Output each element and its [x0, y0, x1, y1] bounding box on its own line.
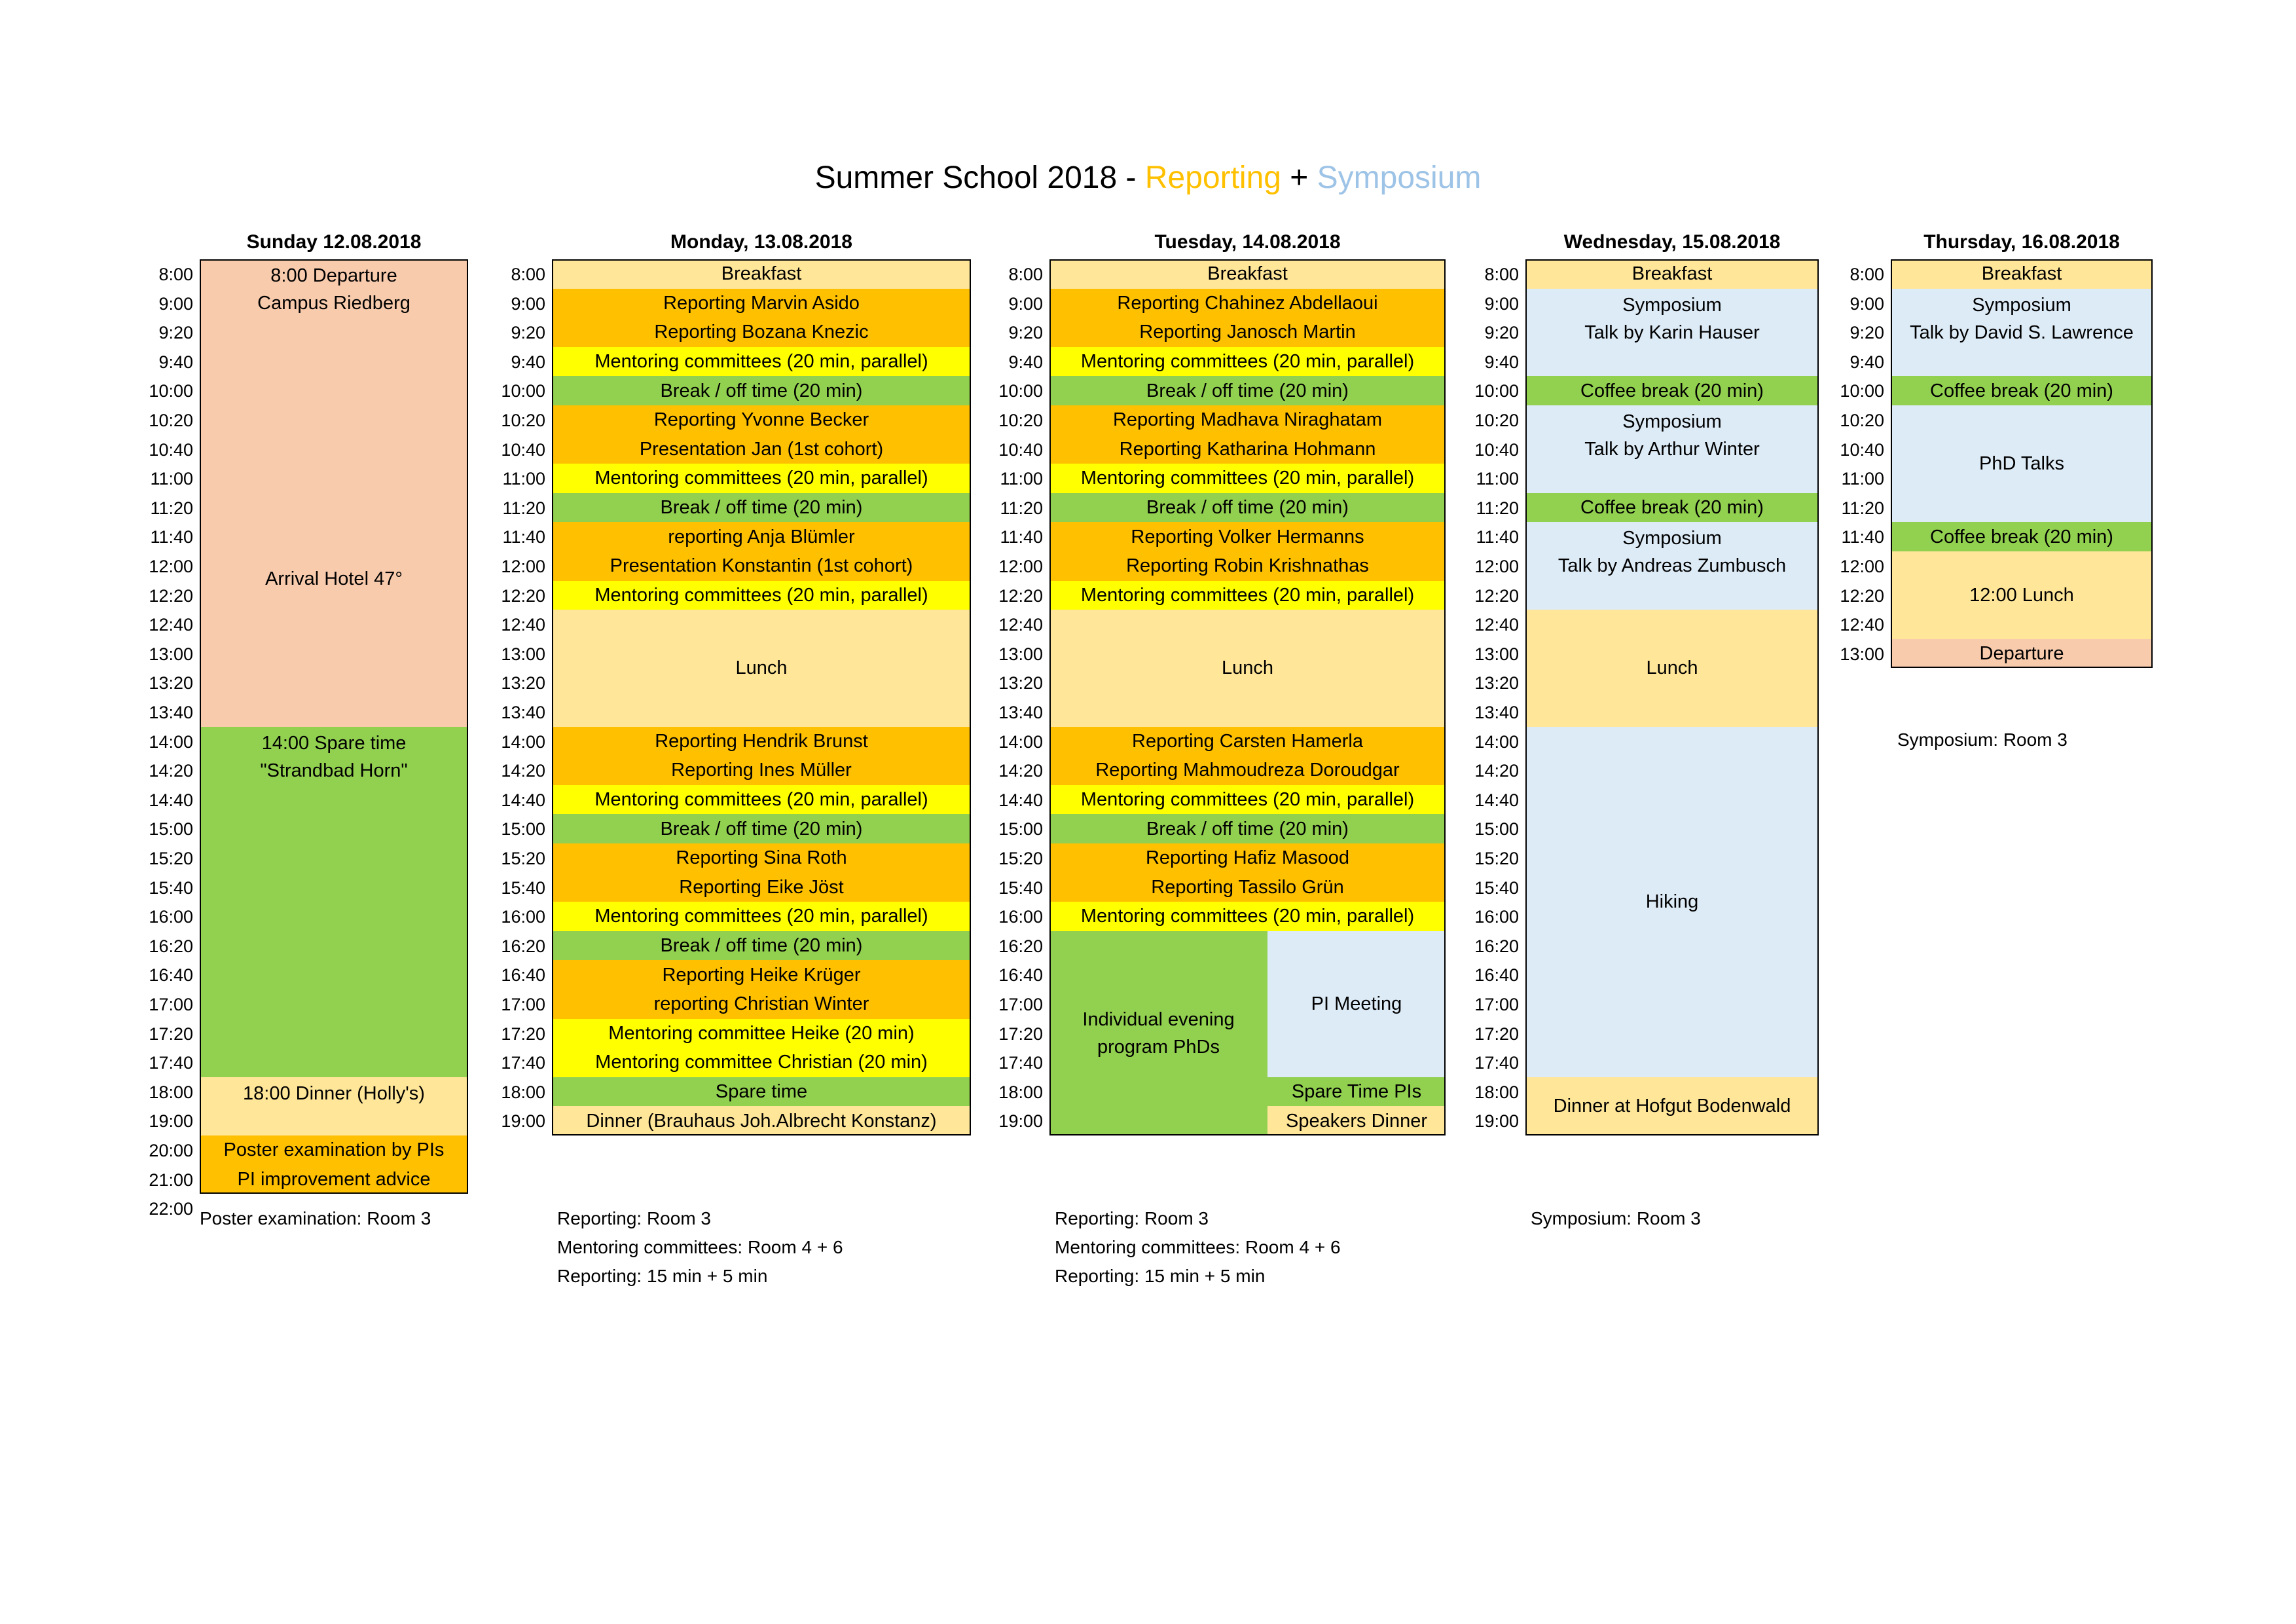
event-text: Symposium	[1622, 294, 1722, 316]
time-label: 14:20	[149, 761, 193, 781]
event-text: Breakfast	[1207, 263, 1288, 285]
day-header: Tuesday, 14.08.2018	[1154, 231, 1341, 253]
day-border	[552, 259, 971, 1135]
event-text: Dinner (Brauhaus Joh.Albrecht Konstanz)	[586, 1110, 937, 1132]
time-label: 16:00	[149, 907, 193, 927]
time-label: 11:00	[150, 469, 193, 489]
time-label: 15:40	[149, 877, 193, 898]
event-text: Reporting Katharina Hohmann	[1119, 438, 1376, 460]
time-label: 8:00	[511, 265, 545, 284]
time-label: 13:00	[501, 644, 545, 664]
time-label: 17:20	[1474, 1024, 1519, 1044]
time-label: 13:00	[1840, 644, 1884, 664]
time-label: 17:20	[149, 1024, 193, 1044]
time-label: 18:00	[149, 1082, 193, 1102]
time-label: 14:20	[501, 761, 545, 781]
time-label: 15:00	[149, 819, 193, 840]
time-label: 13:40	[998, 703, 1043, 722]
event-text: Poster examination by PIs	[223, 1139, 445, 1161]
event-text: Lunch	[1646, 657, 1698, 679]
time-label: 9:00	[1850, 293, 1884, 314]
time-label: 17:20	[998, 1024, 1043, 1044]
time-label: 13:20	[998, 673, 1043, 693]
title-symposium: Symposium	[1317, 160, 1482, 195]
time-label: 16:20	[1474, 936, 1519, 956]
event-text: Reporting Ines Müller	[671, 760, 852, 781]
event-text: Talk by David S. Lawrence	[1910, 322, 2134, 343]
event-text: Mentoring committees (20 min, parallel)	[1080, 584, 1415, 606]
event-text: program PhDs	[1097, 1036, 1220, 1058]
time-label: 12:20	[1474, 585, 1519, 606]
event-text: Coffee break (20 min)	[1580, 380, 1764, 401]
time-label: 17:40	[998, 1053, 1043, 1073]
time-label: 10:20	[501, 411, 545, 430]
event-text: 18:00 Dinner (Holly's)	[243, 1082, 425, 1104]
time-label: 20:00	[149, 1141, 193, 1160]
event-text: Break / off time (20 min)	[1146, 380, 1349, 401]
time-label: 13:40	[1474, 703, 1519, 722]
event-text: "Strandbad Horn"	[260, 760, 408, 781]
time-label: 9:20	[1850, 323, 1884, 343]
event-text: Individual evening	[1082, 1008, 1235, 1030]
event-text: Break / off time (20 min)	[660, 818, 863, 840]
time-label: 16:40	[1474, 965, 1519, 986]
time-label: 12:40	[998, 615, 1043, 635]
event-text: Reporting Volker Hermanns	[1131, 526, 1364, 547]
event-text: Lunch	[1221, 657, 1273, 679]
room-note: Symposium: Room 3	[1897, 729, 2068, 750]
time-label: 11:00	[1476, 469, 1519, 489]
time-label: 15:40	[1474, 877, 1519, 898]
title-plus: +	[1281, 160, 1317, 195]
event-text: Reporting Mahmoudreza Doroudgar	[1095, 760, 1400, 781]
event-text: Hiking	[1645, 891, 1699, 913]
time-label: 16:00	[1474, 907, 1519, 927]
event-text: Reporting Sina Roth	[676, 847, 847, 869]
time-label: 10:00	[501, 381, 545, 401]
time-label: 10:40	[149, 439, 193, 460]
event-text: Reporting Carsten Hamerla	[1132, 730, 1363, 752]
time-label: 14:40	[1474, 790, 1519, 810]
time-label: 9:40	[1484, 352, 1519, 372]
event-text: Speakers Dinner	[1286, 1110, 1427, 1132]
day-header: Thursday, 16.08.2018	[1923, 231, 2120, 253]
time-label: 14:20	[1474, 761, 1519, 781]
event-text: Campus Riedberg	[257, 293, 410, 314]
time-label: 15:20	[501, 849, 545, 868]
event-text: Arrival Hotel 47°	[265, 568, 403, 589]
time-label: 17:20	[501, 1024, 545, 1044]
time-label: 11:20	[1476, 498, 1519, 518]
time-label: 18:00	[1474, 1082, 1519, 1102]
event-text: Reporting Hendrik Brunst	[655, 730, 868, 752]
time-label: 11:40	[150, 527, 193, 547]
time-label: 12:00	[149, 557, 193, 576]
time-label: 10:20	[149, 411, 193, 430]
event-text: Coffee break (20 min)	[1930, 380, 2113, 401]
page-title	[0, 158, 2296, 198]
time-label: 11:40	[1000, 527, 1043, 547]
event-text: Talk by Karin Hauser	[1584, 322, 1760, 343]
event-text: Break / off time (20 min)	[660, 497, 863, 519]
time-label: 11:40	[502, 527, 545, 547]
event-text: Spare Time PIs	[1291, 1081, 1422, 1103]
time-label: 10:00	[1474, 381, 1519, 401]
event-text: Presentation Konstantin (1st cohort)	[610, 555, 913, 577]
day-header: Wednesday, 15.08.2018	[1563, 231, 1781, 253]
time-label: 10:40	[998, 439, 1043, 460]
room-note: Reporting: Room 3	[1055, 1208, 1209, 1229]
event-text: Breakfast	[1631, 263, 1713, 285]
time-label: 13:40	[149, 703, 193, 722]
event-text: Break / off time (20 min)	[1146, 818, 1349, 840]
time-label: 15:20	[149, 849, 193, 868]
day-border	[1525, 259, 1819, 1135]
time-label: 8:00	[1484, 265, 1519, 284]
time-label: 15:00	[1474, 819, 1519, 840]
time-label: 16:20	[501, 936, 545, 956]
event-text: reporting Anja Blümler	[668, 526, 855, 547]
event-text: Break / off time (20 min)	[660, 935, 863, 957]
time-label: 13:40	[501, 703, 545, 722]
time-label: 9:00	[1008, 293, 1043, 314]
time-label: 15:20	[998, 849, 1043, 868]
time-label: 12:00	[1474, 557, 1519, 576]
time-label: 10:20	[1840, 411, 1884, 430]
time-label: 15:40	[998, 877, 1043, 898]
time-label: 9:20	[1008, 323, 1043, 343]
event-text: Mentoring committees (20 min, parallel)	[1080, 468, 1415, 489]
time-label: 11:20	[150, 498, 193, 518]
day-border	[1891, 259, 2153, 668]
time-label: 9:20	[1484, 323, 1519, 343]
time-label: 13:00	[149, 644, 193, 664]
time-label: 15:40	[501, 877, 545, 898]
event-text: Talk by Arthur Winter	[1584, 439, 1760, 460]
room-note: Reporting: Room 3	[557, 1208, 712, 1229]
event-text: Mentoring committees (20 min, parallel)	[594, 468, 928, 489]
time-label: 8:00	[1008, 265, 1043, 284]
time-label: 19:00	[998, 1111, 1043, 1132]
time-label: 13:00	[1474, 644, 1519, 664]
time-label: 10:40	[501, 439, 545, 460]
time-label: 13:20	[501, 673, 545, 693]
time-label: 11:00	[502, 469, 545, 489]
time-label: 12:40	[149, 615, 193, 635]
event-text: Symposium	[1622, 411, 1722, 432]
time-label: 12:40	[501, 615, 545, 635]
time-label: 11:40	[1476, 527, 1519, 547]
event-text: Reporting Robin Krishnathas	[1126, 555, 1369, 577]
time-label: 17:00	[149, 995, 193, 1014]
title-main: Summer School 2018 -	[814, 160, 1145, 195]
time-label: 15:00	[998, 819, 1043, 840]
event-text: Reporting Tassilo Grün	[1151, 876, 1344, 898]
time-label: 10:00	[998, 381, 1043, 401]
event-text: Symposium	[1972, 294, 2071, 316]
time-label: 11:00	[1841, 469, 1884, 489]
time-label: 14:00	[1474, 731, 1519, 752]
time-label: 16:00	[998, 907, 1043, 927]
time-label: 19:00	[1474, 1111, 1519, 1132]
time-label: 16:40	[149, 965, 193, 986]
event-text: Reporting Chahinez Abdellaoui	[1117, 292, 1378, 314]
day-header: Sunday 12.08.2018	[246, 231, 422, 253]
title-reporting: Reporting	[1144, 160, 1281, 195]
time-label: 12:20	[501, 585, 545, 606]
time-label: 22:00	[149, 1199, 193, 1219]
time-label: 11:20	[502, 498, 545, 518]
time-label: 12:20	[149, 585, 193, 606]
event-text: Break / off time (20 min)	[660, 380, 863, 401]
time-label: 10:00	[1840, 381, 1884, 401]
day-header: Monday, 13.08.2018	[670, 231, 852, 253]
time-label: 9:00	[1484, 293, 1519, 314]
time-label: 10:00	[149, 381, 193, 401]
time-label: 16:20	[149, 936, 193, 956]
time-label: 16:40	[998, 965, 1043, 986]
time-label: 18:00	[501, 1082, 545, 1102]
time-label: 14:00	[998, 731, 1043, 752]
room-note: Reporting: 15 min + 5 min	[557, 1266, 768, 1287]
time-label: 19:00	[149, 1111, 193, 1132]
time-label: 12:00	[998, 557, 1043, 576]
time-label: 10:20	[1474, 411, 1519, 430]
event-text: 14:00 Spare time	[261, 732, 407, 754]
time-label: 12:00	[501, 557, 545, 576]
time-label: 9:40	[1008, 352, 1043, 372]
event-text: reporting Christian Winter	[653, 993, 869, 1015]
event-text: Spare time	[715, 1081, 808, 1103]
event-text: Breakfast	[721, 263, 802, 285]
time-label: 11:20	[1841, 498, 1884, 518]
event-text: Departure	[1979, 643, 2064, 665]
time-label: 9:20	[511, 323, 545, 343]
time-label: 11:00	[1000, 469, 1043, 489]
event-text: Talk by Andreas Zumbusch	[1558, 555, 1787, 577]
time-label: 13:20	[1474, 673, 1519, 693]
time-label: 9:40	[158, 352, 193, 372]
time-label: 9:40	[1850, 352, 1884, 372]
time-label: 8:00	[1850, 265, 1884, 284]
time-label: 16:20	[998, 936, 1043, 956]
event-text: Reporting Bozana Knezic	[654, 322, 869, 343]
time-label: 10:40	[1840, 439, 1884, 460]
event-text: Mentoring committee Heike (20 min)	[608, 1022, 915, 1044]
event-text: Mentoring committee Christian (20 min)	[595, 1052, 928, 1073]
time-label: 14:20	[998, 761, 1043, 781]
time-label: 17:40	[501, 1053, 545, 1073]
time-label: 17:00	[1474, 995, 1519, 1014]
event-text: Breakfast	[1981, 263, 2062, 285]
event-text: Reporting Eike Jöst	[679, 876, 844, 898]
time-label: 13:00	[998, 644, 1043, 664]
time-label: 16:40	[501, 965, 545, 986]
time-label: 9:00	[158, 293, 193, 314]
event-text: Mentoring committees (20 min, parallel)	[1080, 789, 1415, 811]
event-text: Presentation Jan (1st cohort)	[639, 438, 884, 460]
event-text: Reporting Marvin Asido	[663, 292, 860, 314]
room-note: Poster examination: Room 3	[200, 1208, 431, 1229]
event-text: Break / off time (20 min)	[1146, 497, 1349, 519]
event-text: Mentoring committees (20 min, parallel)	[594, 584, 928, 606]
event-text: Mentoring committees (20 min, parallel)	[1080, 906, 1415, 927]
time-label: 12:20	[998, 585, 1043, 606]
time-label: 11:20	[1000, 498, 1043, 518]
time-label: 10:40	[1474, 439, 1519, 460]
event-text: 12:00 Lunch	[1969, 584, 2074, 606]
time-label: 21:00	[149, 1170, 193, 1190]
room-note: Mentoring committees: Room 4 + 6	[1055, 1237, 1341, 1258]
time-label: 12:40	[1474, 615, 1519, 635]
event-text: Coffee break (20 min)	[1580, 497, 1764, 519]
time-label: 14:00	[149, 731, 193, 752]
time-label: 14:40	[501, 790, 545, 810]
event-text: 8:00 Departure	[270, 265, 397, 286]
event-text: PhD Talks	[1978, 453, 2065, 475]
time-label: 12:20	[1840, 585, 1884, 606]
event-text: Mentoring committees (20 min, parallel)	[594, 906, 928, 927]
event-text: Coffee break (20 min)	[1930, 526, 2113, 547]
time-label: 17:00	[998, 995, 1043, 1014]
event-text: PI improvement advice	[237, 1168, 431, 1190]
time-label: 16:00	[501, 907, 545, 927]
event-text: Mentoring committees (20 min, parallel)	[594, 789, 928, 811]
event-text: Reporting Yvonne Becker	[653, 409, 869, 431]
time-label: 14:40	[998, 790, 1043, 810]
day-border	[200, 259, 468, 1194]
event-text: Mentoring committees (20 min, parallel)	[1080, 351, 1415, 373]
time-label: 15:20	[1474, 849, 1519, 868]
time-label: 19:00	[501, 1111, 545, 1132]
time-label: 10:20	[998, 411, 1043, 430]
time-label: 14:00	[501, 731, 545, 752]
event-text: Lunch	[735, 657, 788, 679]
time-label: 13:20	[149, 673, 193, 693]
time-label: 12:40	[1840, 615, 1884, 635]
event-text: PI Meeting	[1311, 993, 1402, 1015]
day-border	[1049, 259, 1446, 1135]
room-note: Symposium: Room 3	[1531, 1208, 1701, 1229]
time-label: 9:40	[511, 352, 545, 372]
time-label: 12:00	[1840, 557, 1884, 576]
event-text: Dinner at Hofgut Bodenwald	[1553, 1096, 1791, 1117]
time-label: 11:40	[1841, 527, 1884, 547]
event-text: Reporting Madhava Niraghatam	[1112, 409, 1383, 431]
room-note: Reporting: 15 min + 5 min	[1055, 1266, 1266, 1287]
room-note: Mentoring committees: Room 4 + 6	[557, 1237, 843, 1258]
event-text: Reporting Hafiz Masood	[1145, 847, 1350, 869]
time-label: 15:00	[501, 819, 545, 840]
time-label: 18:00	[998, 1082, 1043, 1102]
time-label: 9:20	[158, 323, 193, 343]
event-text: Reporting Janosch Martin	[1139, 322, 1356, 343]
event-text: Mentoring committees (20 min, parallel)	[594, 351, 928, 373]
event-text: Symposium	[1622, 528, 1722, 549]
time-label: 14:40	[149, 790, 193, 810]
time-label: 17:40	[149, 1053, 193, 1073]
time-label: 17:40	[1474, 1053, 1519, 1073]
time-label: 17:00	[501, 995, 545, 1014]
event-text: Reporting Heike Krüger	[662, 964, 861, 986]
time-label: 9:00	[511, 293, 545, 314]
time-label: 8:00	[158, 265, 193, 284]
